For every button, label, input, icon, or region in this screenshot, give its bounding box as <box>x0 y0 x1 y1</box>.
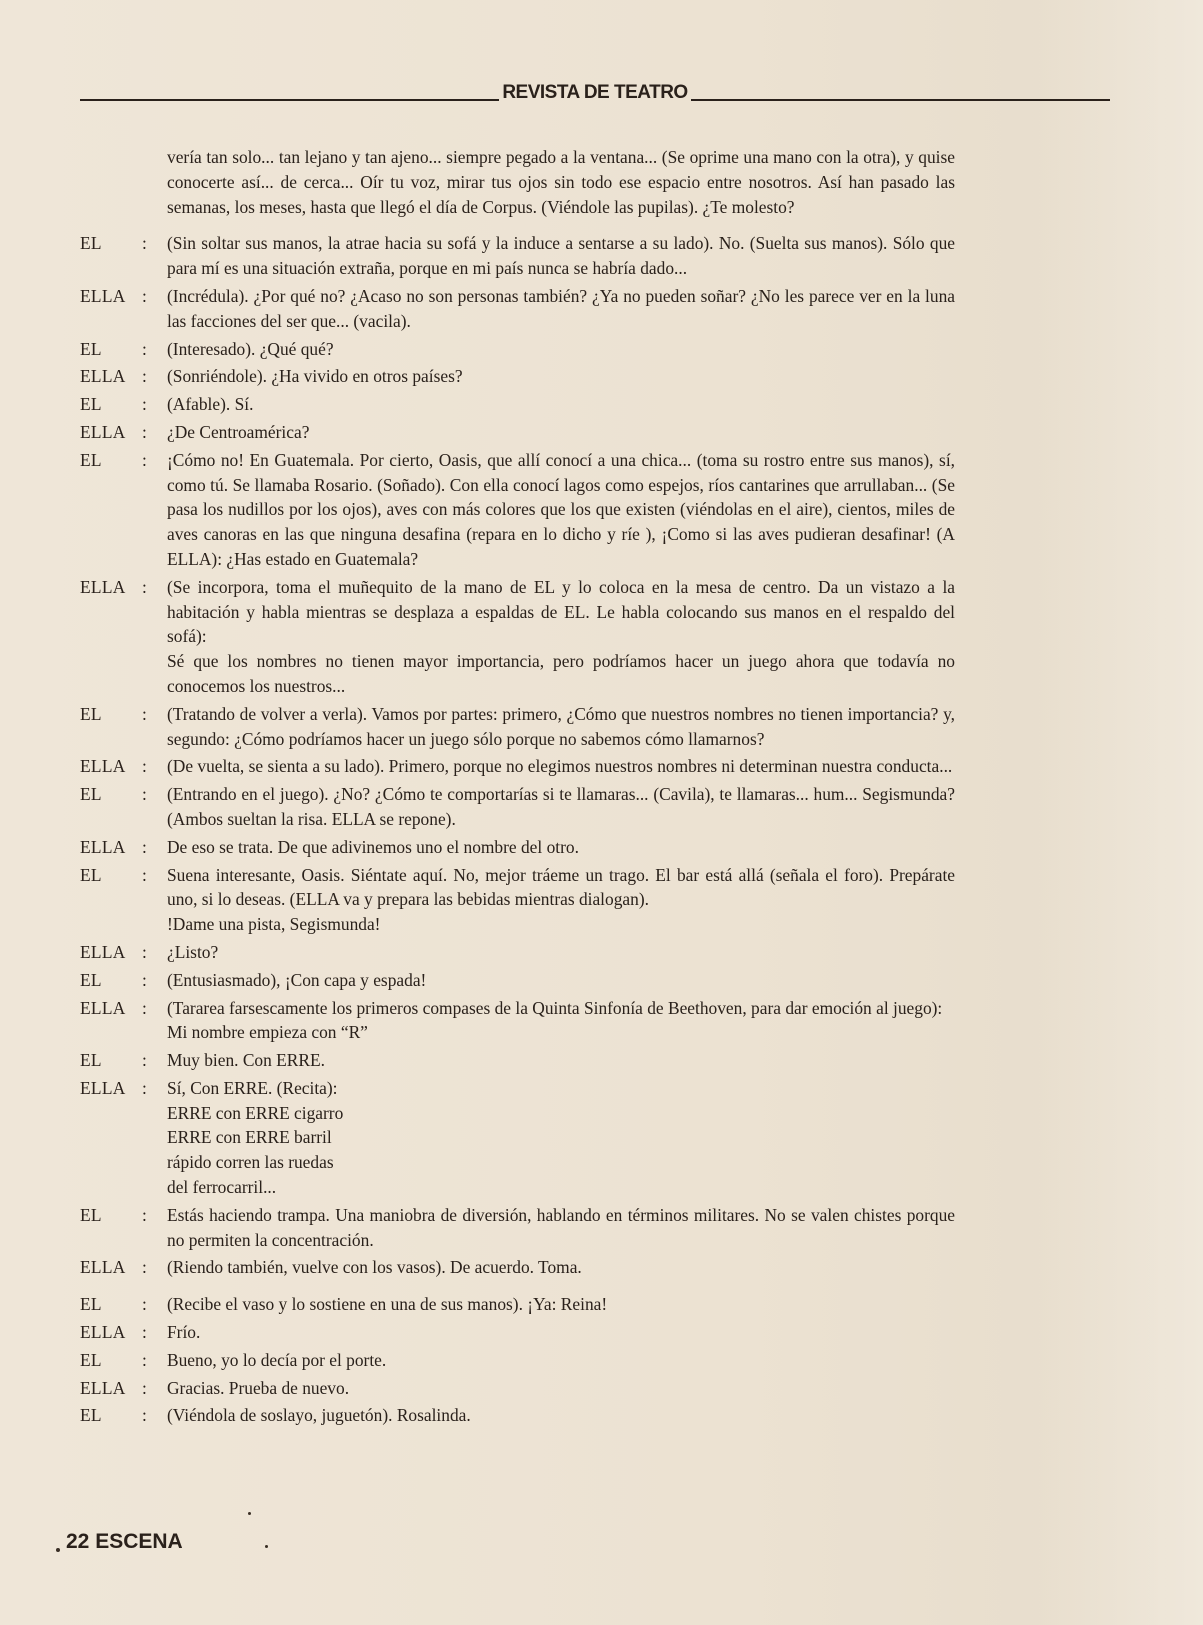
dialogue-line: ERRE con ERRE cigarro <box>167 1102 344 1123</box>
dialogue-row <box>80 863 955 937</box>
speaker-colon: : <box>142 285 147 306</box>
dialogue-line: (Tratando de volver a verla). Vamos por partes: primero, ¿Cómo que nuestros nombres no tienen importancia? y, segundo: ¿Cómo podríamos hacer un juego sólo porque no sabemos cómo llamarnos? <box>167 703 955 749</box>
speaker-colon: : <box>142 1405 147 1426</box>
dialogue-line: (Sin soltar sus manos, la atrae hacia su sofá y la induce a sentarse a su lado). No. (Suelta sus manos). Sólo que para mí es una situación extraña, porque en mi país nunca se habría dado... <box>167 233 955 279</box>
dialogue-text <box>167 702 955 752</box>
speaker-colon: : <box>142 969 147 990</box>
dialogue-text <box>167 940 955 965</box>
dialogue-row <box>80 782 955 832</box>
dialogue-row <box>80 1292 955 1317</box>
speaker-name: ELLA <box>80 1377 126 1398</box>
dialogue-row <box>80 968 955 993</box>
dialogue-text <box>167 284 955 334</box>
dialogue-text <box>167 754 955 779</box>
speaker-name: EL <box>80 784 102 805</box>
speaker-name: ELLA <box>80 1257 126 1278</box>
header-title: REVISTA DE TEATRO <box>502 82 688 103</box>
dialogue-text <box>167 1292 955 1317</box>
speaker-colon: : <box>142 449 147 470</box>
dialogue-text <box>167 448 955 572</box>
speaker-colon: : <box>142 1322 147 1343</box>
ink-speck <box>56 1548 60 1552</box>
dialogue-row <box>80 392 955 417</box>
dialogue-text <box>167 1348 955 1373</box>
dialogue-text <box>167 1048 955 1073</box>
speaker-colon: : <box>142 394 147 415</box>
dialogue-row <box>80 284 955 334</box>
speaker-colon: : <box>142 1294 147 1315</box>
speaker-colon: : <box>142 756 147 777</box>
speaker-name: EL <box>80 969 102 990</box>
dialogue-row <box>80 1348 955 1373</box>
dialogue-row <box>80 754 955 779</box>
dialogue-row <box>80 1320 955 1345</box>
dialogue-row <box>80 1255 955 1280</box>
dialogue-line: ERRE con ERRE barril <box>167 1127 332 1148</box>
dialogue-text <box>167 420 955 445</box>
dialogue-line: ¿De Centroamérica? <box>167 421 310 442</box>
dialogue-list <box>80 231 955 1428</box>
dialogue-text <box>167 996 955 1046</box>
dialogue-line: Mi nombre empieza con “R” <box>167 1022 368 1043</box>
dialogue-line: (Riendo también, vuelve con los vasos). De acuerdo. Toma. <box>167 1257 582 1278</box>
dialogue-line: !Dame una pista, Segismunda! <box>167 914 381 935</box>
dialogue-line: Suena interesante, Oasis. Siéntate aquí. No, mejor tráeme un trago. El bar está allá (señala el foro). Prepárate uno, si lo deseas. (ELLA va y prepara las bebidas mientras dialogan). <box>167 864 955 910</box>
dialogue-line: De eso se trata. De que adivinemos uno el nombre del otro. <box>167 836 579 857</box>
dialogue-row <box>80 940 955 965</box>
speaker-name: ELLA <box>80 997 126 1018</box>
dialogue-row <box>80 1376 955 1401</box>
speaker-name: EL <box>80 1294 102 1315</box>
speaker-colon: : <box>142 1349 147 1370</box>
dialogue-line: (Entusiasmado), ¡Con capa y espada! <box>167 969 427 990</box>
dialogue-text <box>167 1255 955 1280</box>
dialogue-text <box>167 835 955 860</box>
speaker-name: EL <box>80 1349 102 1370</box>
dialogue-row <box>80 448 955 572</box>
speaker-colon: : <box>142 233 147 254</box>
dialogue-line: (Incrédula). ¿Por qué no? ¿Acaso no son personas también? ¿Ya no pueden soñar? ¿No les parece ver en la luna las facciones del ser que... (vacila). <box>167 285 955 331</box>
dialogue-row <box>80 835 955 860</box>
dialogue-line: (Afable). Sí. <box>167 394 254 415</box>
dialogue-row <box>80 1403 955 1428</box>
dialogue-text <box>167 337 955 362</box>
speaker-colon: : <box>142 941 147 962</box>
speaker-name: EL <box>80 1050 102 1071</box>
ink-speck <box>248 1512 251 1515</box>
speaker-name: ELLA <box>80 941 126 962</box>
speaker-name: ELLA <box>80 366 126 387</box>
page-footer: 22 ESCENA <box>66 1530 183 1553</box>
dialogue-text <box>167 364 955 389</box>
dialogue-text <box>167 1403 955 1428</box>
speaker-name: ELLA <box>80 1322 126 1343</box>
intro-paragraph: vería tan solo... tan lejano y tan ajeno... siempre pegado a la ventana... (Se oprime una mano con la otra), y quise conocerte así... de cerca... Oír tu voz, mirar tus ojos sin todo ese espacio entre nosotros. Así han pasado las semanas, los meses, hasta que llegó el día de Corpus. (Viéndole las pupilas). ¿Te molesto? <box>167 147 955 217</box>
dialogue-line: rápido corren las ruedas <box>167 1152 334 1173</box>
dialogue-text <box>167 1376 955 1401</box>
speaker-colon: : <box>142 1204 147 1225</box>
dialogue-line: Bueno, yo lo decía por el porte. <box>167 1349 387 1370</box>
page-header <box>80 80 1110 104</box>
page-edge-shade <box>1033 0 1203 1625</box>
dialogue-text <box>167 575 955 699</box>
speaker-name: EL <box>80 449 102 470</box>
speaker-colon: : <box>142 338 147 359</box>
ink-speck <box>265 1545 268 1548</box>
dialogue-text <box>167 1203 955 1253</box>
dialogue-line: (De vuelta, se sienta a su lado). Primero, porque no elegimos nuestros nombres ni determinan nuestra conducta... <box>167 756 953 777</box>
speaker-colon: : <box>142 997 147 1018</box>
speaker-name: EL <box>80 338 102 359</box>
speaker-colon: : <box>142 421 147 442</box>
dialogue-row <box>80 1076 955 1200</box>
dialogue-line: (Sonriéndole). ¿Ha vivido en otros países? <box>167 366 463 387</box>
speaker-colon: : <box>142 1077 147 1098</box>
dialogue-text <box>167 392 955 417</box>
dialogue-line: (Recibe el vaso y lo sostiene en una de sus manos). ¡Ya: Reina! <box>167 1294 608 1315</box>
speaker-name: ELLA <box>80 576 126 597</box>
speaker-name: ELLA <box>80 285 126 306</box>
speaker-colon: : <box>142 836 147 857</box>
dialogue-row <box>80 1203 955 1253</box>
dialogue-text <box>167 231 955 281</box>
dialogue-row <box>80 231 955 281</box>
dialogue-text <box>167 863 955 937</box>
dialogue-line: (Interesado). ¿Qué qué? <box>167 338 334 359</box>
script-body <box>80 145 955 1428</box>
speaker-colon: : <box>142 366 147 387</box>
dialogue-text <box>167 1320 955 1345</box>
dialogue-line: Estás haciendo trampa. Una maniobra de diversión, hablando en términos militares. No se valen chistes porque no permiten la concentración. <box>167 1204 955 1250</box>
dialogue-line: ¿Listo? <box>167 941 219 962</box>
dialogue-line: Sé que los nombres no tienen mayor importancia, pero podríamos hacer un juego ahora que todavía no conocemos los nuestros... <box>167 651 955 696</box>
speaker-name: EL <box>80 394 102 415</box>
dialogue-row <box>80 337 955 362</box>
dialogue-line: del ferrocarril... <box>167 1177 277 1198</box>
dialogue-text <box>167 968 955 993</box>
dialogue-row <box>80 420 955 445</box>
speaker-colon: : <box>142 864 147 885</box>
dialogue-line: (Tararea farsescamente los primeros compases de la Quinta Sinfonía de Beethoven, para dar emoción al juego): <box>167 997 943 1018</box>
dialogue-text <box>167 782 955 832</box>
speaker-name: ELLA <box>80 756 126 777</box>
dialogue-text <box>167 1076 955 1200</box>
dialogue-row <box>80 364 955 389</box>
dialogue-line: Muy bien. Con ERRE. <box>167 1050 325 1071</box>
speaker-colon: : <box>142 1257 147 1278</box>
dialogue-row <box>80 996 955 1046</box>
speaker-colon: : <box>142 1377 147 1398</box>
speaker-name: EL <box>80 233 102 254</box>
dialogue-row <box>80 1048 955 1073</box>
speaker-name: ELLA <box>80 1077 126 1098</box>
speaker-name: ELLA <box>80 836 126 857</box>
dialogue-line: (Se incorpora, toma el muñequito de la mano de EL y lo coloca en la mesa de centro. Da un vistazo a la habitación y habla mientras se desplaza a espaldas de EL. Le habla colocando sus manos en el respaldo del sofá): <box>167 576 955 647</box>
dialogue-line: Gracias. Prueba de nuevo. <box>167 1377 350 1398</box>
speaker-colon: : <box>142 784 147 805</box>
speaker-colon: : <box>142 1050 147 1071</box>
dialogue-line: Sí, Con ERRE. (Recita): <box>167 1077 338 1098</box>
dialogue-line: Frío. <box>167 1322 201 1343</box>
dialogue-row <box>80 702 955 752</box>
header-rule-right <box>691 99 1110 101</box>
speaker-name: ELLA <box>80 421 126 442</box>
header-rule-left <box>80 99 499 101</box>
speaker-name: EL <box>80 703 102 724</box>
dialogue-line: (Entrando en el juego). ¿No? ¿Cómo te comportarías si te llamaras... (Cavila), te llamaras... hum... Segismunda? (Ambos sueltan la risa. ELLA se repone). <box>167 784 955 829</box>
dialogue-line: (Viéndola de soslayo, juguetón). Rosalinda. <box>167 1405 471 1426</box>
speaker-name: EL <box>80 1204 102 1225</box>
dialogue-line: ¡Cómo no! En Guatemala. Por cierto, Oasis, que allí conocí a una chica... (toma su rostro entre sus manos), sí, como tú. Se llamaba Rosario. (Soñado). Con ella conocí lagos como espejos, ríos cantarines que arrullaban... (Se pasa los nudillos por los ojos), aves con más colores que los que existen (viéndolas en el aire), cientos, miles de aves canoras en las que ninguna desafina (repara en lo dicho y ríe ), ¡Como si las aves pudieran desafinar! (A ELLA): ¿Has estado en Guatemala? <box>167 449 955 569</box>
speaker-name: EL <box>80 864 102 885</box>
dialogue-row <box>80 575 955 699</box>
speaker-colon: : <box>142 576 147 597</box>
speaker-name: EL <box>80 1405 102 1426</box>
speaker-colon: : <box>142 703 147 724</box>
